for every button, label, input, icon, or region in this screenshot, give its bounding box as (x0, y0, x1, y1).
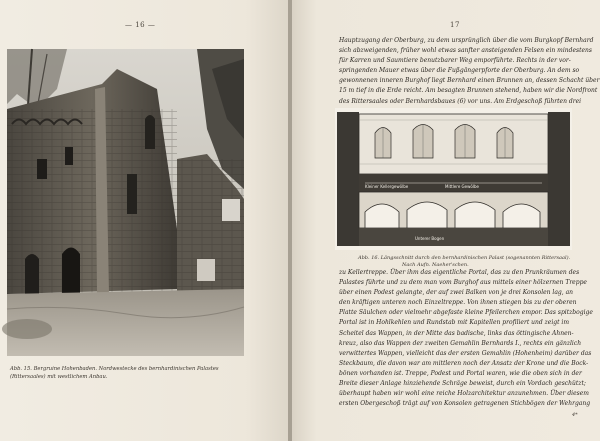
text-line: für Karren und Saumtiere benutzbarer Weg emporführte. Rechts in der vor- (339, 57, 571, 65)
text-line: zu Kellertreppe. Über ihm das eigentliche Portal, das zu den Prunkräumen des (339, 269, 580, 276)
right-text-top (339, 36, 600, 107)
text-line: Platte Säulchen oder vielmehr abgefaste kleine Pfeilerchen empor. Das spitzbogige (339, 309, 593, 317)
text-line: überhaupt haben wir wohl eine reiche Holzarchitektur anzunehmen. Über diesem (339, 390, 589, 398)
right-figure-caption (358, 255, 571, 269)
text-line: Scheitel das Wappen, in der Mitte das badische, links das öttingische Ahnen- (339, 329, 574, 337)
text-line: über einen Podest gelangte, der auf zwei Balken von je drei Konsolen lag, an (339, 289, 574, 297)
left-figure-caption: Abb. 15. Bergruine Hohenbaden. Nordwestecke des bernhardinischen Palastes (Rittersaales) mit westlichem Anbau. (10, 366, 219, 380)
text-line: den kräftigen unteren noch Einzeltreppe. Von ihnen stiegen bis zu der oberen (339, 299, 577, 307)
text-line: Palastes führte und zu dem man vom Burghof aus mittels einer hölzernen Treppe (339, 279, 587, 287)
text-line: Breite dieser Anlage hinziehende Schräge beweist, durch ein Vordach geschützt; (339, 380, 586, 388)
text-line: bönen vorhanden ist. Treppe, Podest und Portal waren, wie die oben sich in der (339, 369, 582, 377)
figure-label-b: Mittlere Gewölbe (445, 184, 479, 189)
text-line: verwittertes Wappen, vielleicht das der ersten Gemahlin (Hohenheim) darüber das (339, 349, 592, 357)
text-line: sich abzweigenden, früher wohl etwas sanfter ansteigenden Felsen ein mindestens (339, 47, 592, 55)
figure-caption-line: Abb. 16. Längsschnitt durch den bernhardinischen Palast (sogenannten Rittersaal). (358, 255, 571, 261)
text-line: Steckbaum, die davon war am mittleren noch der Ansatz der Krone und die Bock- (339, 359, 589, 367)
longitudinal-section-drawing (335, 108, 572, 250)
text-line: Hauptzugang der Oberburg, zu dem ursprünglich über die vom Burgkopf Bernhard (339, 37, 594, 44)
left-page-number: — 16 — (125, 21, 156, 29)
text-line: gewonnenen inneren Burghof liegt Bernhard einen Brunnen an, dessen Schacht über (339, 77, 600, 85)
text-line: des Rittersaales oder Bernhardsbaues (6) vor uns. Am Erdgeschoß führten drei (339, 97, 582, 105)
text-line: ersten Obergeschoß trägt auf von Konsolen getragenen Stichbögen der Wehrgang (339, 400, 591, 408)
signature-mark: 4* (572, 412, 578, 418)
left-page (0, 0, 289, 441)
right-page-number: 17 (450, 21, 460, 29)
text-line: Portal ist in Hohlkehlen und Rundstab mit Kapitellen profiliert und zeigt im (339, 319, 570, 327)
figure-label-c: Unterer Bogen (415, 236, 445, 241)
right-text-bottom (339, 268, 593, 409)
castle-ruin-photograph (7, 49, 244, 356)
figure-caption-line: Nach Aufn. Naeher'schen. (402, 262, 469, 268)
text-line: kreuz, also das Wappen der zweiten Gemahlin Bernhards I., rechts ein gänzlich (339, 339, 582, 347)
text-line: springenden Mauer etwas über die Fußgängerpforte der Oberburg. An dem so (339, 67, 580, 75)
figure-label-a: Kleiner Kellergewölbe (365, 184, 409, 189)
text-line: 15 m tief in die Erde reicht. Am besagten Brunnen stehend, haben wir die Nordfront (339, 87, 598, 95)
